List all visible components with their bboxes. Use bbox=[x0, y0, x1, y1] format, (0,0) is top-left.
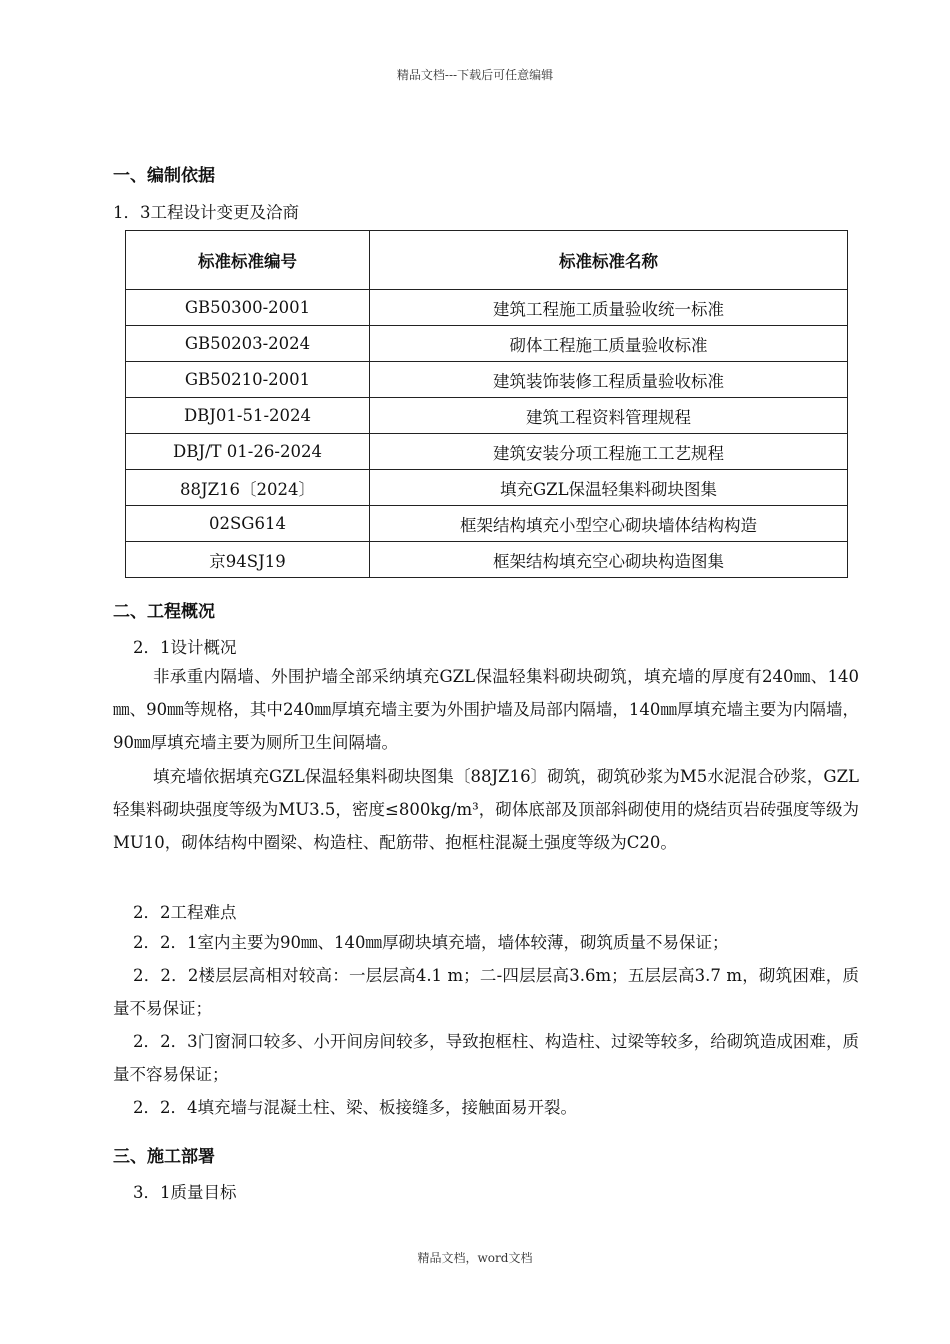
standard-name-cell: 框架结构填充小型空心砌块墙体结构构造 bbox=[370, 506, 848, 542]
design-overview-paragraph-1: 非承重内隔墙、外围护墙全部采纳填充GZL保温轻集料砌块砌筑，填充墙的厚度有240㎜、140㎜、90㎜等规格，其中240㎜厚填充墙主要为外围护墙及局部内隔墙，140㎜厚填充墙主要为内隔墙，90㎜厚填充墙主要为厕所卫生间隔墙。 bbox=[113, 667, 859, 752]
standard-name-cell: 填充GZL保温轻集料砌块图集 bbox=[370, 470, 848, 506]
standard-number-cell: GB50203-2024 bbox=[126, 326, 370, 362]
standard-number-cell: GB50210-2001 bbox=[126, 362, 370, 398]
standards-table bbox=[125, 230, 848, 578]
table-row bbox=[126, 326, 848, 362]
standard-name-cell: 建筑工程资料管理规程 bbox=[370, 398, 848, 434]
page-header-note: 精品文档---下载后可任意编辑 bbox=[396, 68, 554, 82]
table-row bbox=[126, 290, 848, 326]
table-row bbox=[126, 542, 848, 578]
table-row bbox=[126, 470, 848, 506]
standard-name-cell: 框架结构填充空心砌块构造图集 bbox=[370, 542, 848, 578]
section-3-1-heading: 3．1质量目标 bbox=[133, 1183, 237, 1202]
table-row bbox=[126, 362, 848, 398]
standard-number-cell: DBJ/T 01-26-2024 bbox=[126, 434, 370, 470]
section-2-2-heading: 2．2工程难点 bbox=[133, 903, 237, 922]
section-2-1-heading: 2．1设计概况 bbox=[133, 638, 237, 657]
difficulty-item-3: 2．2．3门窗洞口较多、小开间房间较多，导致抱框柱、构造柱、过梁等较多，给砌筑造成困难，质量不容易保证； bbox=[113, 1032, 859, 1084]
table-row bbox=[126, 506, 848, 542]
standard-number-cell: 88JZ16〔2024〕 bbox=[126, 470, 370, 506]
header-standard-number: 标准标准编号 bbox=[126, 231, 370, 290]
section-1-title: 一、编制依据 bbox=[113, 166, 215, 186]
standard-number-cell: 京94SJ19 bbox=[126, 542, 370, 578]
table-row bbox=[126, 434, 848, 470]
difficulty-item-2: 2．2．2楼层层高相对较高：一层层高4.1 m；二-四层层高3.6m；五层层高3.7 m，砌筑困难，质量不易保证； bbox=[113, 966, 859, 1018]
standard-number-cell: GB50300-2001 bbox=[126, 290, 370, 326]
difficulty-item-1: 2．2．1室内主要为90㎜、140㎜厚砌块填充墙，墙体较薄，砌筑质量不易保证； bbox=[133, 933, 729, 952]
standard-name-cell: 建筑工程施工质量验收统一标准 bbox=[370, 290, 848, 326]
table-header-row bbox=[126, 231, 848, 290]
standard-name-cell: 建筑装饰装修工程质量验收标准 bbox=[370, 362, 848, 398]
standard-number-cell: DBJ01-51-2024 bbox=[126, 398, 370, 434]
header-standard-name: 标准标准名称 bbox=[370, 231, 848, 290]
section-1-subheading: 1．3工程设计变更及洽商 bbox=[113, 203, 299, 222]
standard-name-cell: 砌体工程施工质量验收标准 bbox=[370, 326, 848, 362]
page-footer-note: 精品文档，word文档 bbox=[417, 1251, 533, 1265]
section-3-title: 三、施工部署 bbox=[113, 1147, 215, 1167]
table-row bbox=[126, 398, 848, 434]
difficulty-item-4: 2．2．4填充墙与混凝土柱、梁、板接缝多，接触面易开裂。 bbox=[133, 1098, 577, 1117]
section-2-title: 二、工程概况 bbox=[113, 602, 215, 622]
standard-name-cell: 建筑安装分项工程施工工艺规程 bbox=[370, 434, 848, 470]
design-overview-paragraph-2: 填充墙依据填充GZL保温轻集料砌块图集〔88JZ16〕砌筑，砌筑砂浆为M5水泥混合砂浆，GZL轻集料砌块强度等级为MU3.5，密度≤800kg/m³，砌体底部及顶部斜砌使用的烧结页岩砖强度等级为MU10，砌体结构中圈梁、构造柱、配筋带、抱框柱混凝土强度等级为C20。 bbox=[113, 767, 859, 852]
standard-number-cell: 02SG614 bbox=[126, 506, 370, 542]
